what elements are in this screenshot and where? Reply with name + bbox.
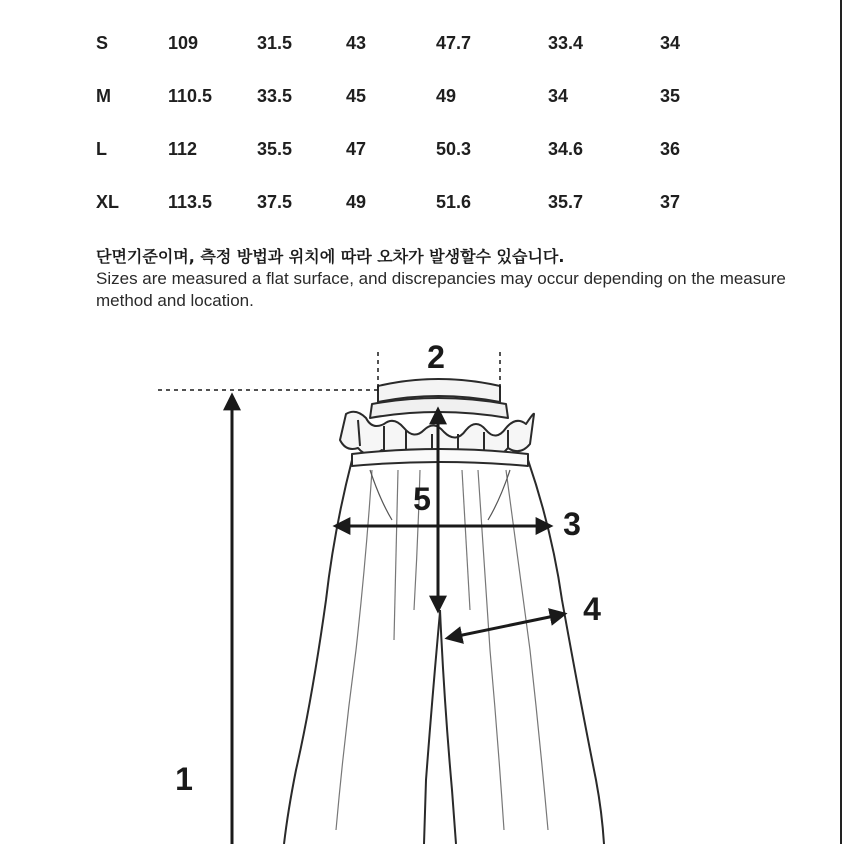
table-cell: 112 — [168, 139, 198, 159]
table-cell: 50.3 — [436, 139, 472, 159]
pants-illustration — [284, 379, 604, 844]
table-cell: 35.5 — [257, 139, 293, 159]
gather-band — [352, 449, 528, 466]
table-cell: 31.5 — [257, 33, 293, 53]
table-cell: 109 — [168, 33, 199, 53]
table-cell: 35 — [660, 86, 681, 106]
table-cell: 35.7 — [548, 192, 584, 212]
note-korean: 단면기준이며, 측정 방법과 위치에 따라 오차가 발생할수 있습니다. — [96, 247, 565, 266]
note-english: Sizes are measured a flat surface, and discrepancies may occur depending on the measure method and location. — [96, 269, 786, 310]
table-cell: 37.5 — [257, 192, 293, 212]
label-waist: 2 — [427, 339, 445, 375]
size-label: L — [96, 139, 107, 159]
left-leg-outline — [284, 460, 352, 844]
size-label: XL — [96, 192, 120, 212]
table-cell: 36 — [660, 139, 681, 159]
table-cell: 37 — [660, 192, 681, 212]
table-cell: 33.4 — [548, 33, 584, 53]
table-cell: 47.7 — [436, 33, 472, 53]
inseam — [440, 610, 456, 844]
label-length: 1 — [175, 761, 193, 797]
label-hip: 3 — [563, 506, 581, 542]
table-cell: 49 — [346, 192, 367, 212]
label-rise: 5 — [413, 481, 431, 517]
size-label: S — [96, 33, 109, 53]
table-cell: 34 — [548, 86, 569, 106]
table-cell: 45 — [346, 86, 367, 106]
table-cell: 34.6 — [548, 139, 584, 159]
table-cell: 43 — [346, 33, 367, 53]
thigh-arrow — [448, 614, 564, 638]
table-cell: 33.5 — [257, 86, 293, 106]
table-cell: 113.5 — [168, 192, 213, 212]
table-cell: 51.6 — [436, 192, 472, 212]
label-thigh: 4 — [583, 591, 601, 627]
table-cell: 110.5 — [168, 86, 213, 106]
size-label: M — [96, 86, 111, 106]
table-cell: 47 — [346, 139, 367, 159]
table-cell: 49 — [436, 86, 457, 106]
table-cell: 34 — [660, 33, 681, 53]
